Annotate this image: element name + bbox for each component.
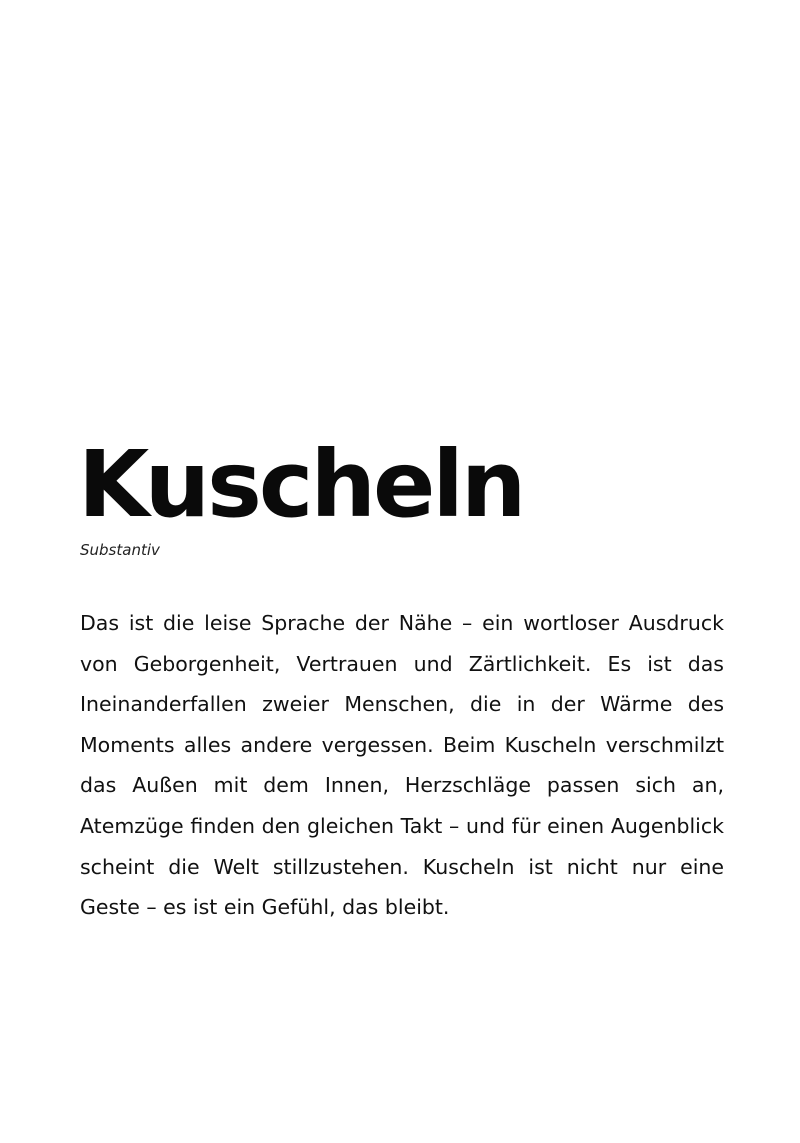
- definition-text: Das ist die leise Sprache der Nähe – ein wortloser Ausdruck von Geborgenheit, Vertrauen und Zärtlichkeit. Es ist das Ineinanderfallen zweier Menschen, die in der Wärme des Moments alles andere vergessen. Beim Kuscheln verschmilzt das Außen mit dem Innen, Herzschläge passen sich an, Atemzüge finden den gleichen Takt – und für einen Augenblick scheint die Welt stillzustehen. Kuscheln ist nicht nur eine Geste – es ist ein Gefühl, das bleibt.: [80, 611, 724, 920]
- headword: Kuscheln: [78, 431, 524, 538]
- part-of-speech: Substantiv: [80, 541, 160, 559]
